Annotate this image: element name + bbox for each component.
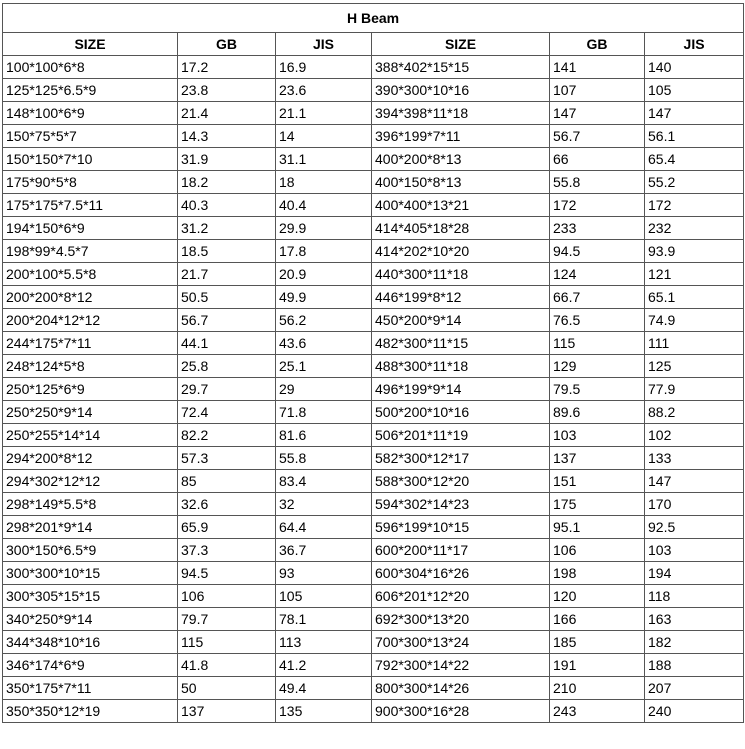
cell-gb: 82.2 — [178, 424, 276, 447]
cell-gb-2: 185 — [550, 631, 645, 654]
cell-jis-2: 182 — [645, 631, 744, 654]
cell-jis-2: 240 — [645, 700, 744, 723]
cell-gb-2: 191 — [550, 654, 645, 677]
cell-size: 200*200*8*12 — [3, 286, 178, 309]
table-row — [3, 240, 744, 263]
table-row — [3, 401, 744, 424]
cell-jis-2: 133 — [645, 447, 744, 470]
cell-jis: 93 — [276, 562, 372, 585]
cell-gb: 85 — [178, 470, 276, 493]
cell-jis-2: 172 — [645, 194, 744, 217]
cell-size-2: 440*300*11*18 — [372, 263, 550, 286]
cell-size: 200*100*5.5*8 — [3, 263, 178, 286]
cell-jis-2: 140 — [645, 56, 744, 79]
cell-gb: 50 — [178, 677, 276, 700]
cell-gb-2: 124 — [550, 263, 645, 286]
table-row — [3, 171, 744, 194]
cell-jis-2: 103 — [645, 539, 744, 562]
cell-size: 198*99*4.5*7 — [3, 240, 178, 263]
cell-jis: 41.2 — [276, 654, 372, 677]
cell-gb-2: 107 — [550, 79, 645, 102]
header-gb: GB — [178, 33, 276, 56]
cell-size: 175*90*5*8 — [3, 171, 178, 194]
cell-gb-2: 115 — [550, 332, 645, 355]
cell-jis: 135 — [276, 700, 372, 723]
table-row — [3, 355, 744, 378]
cell-jis-2: 88.2 — [645, 401, 744, 424]
header-jis: JIS — [276, 33, 372, 56]
cell-jis: 55.8 — [276, 447, 372, 470]
table-row — [3, 700, 744, 723]
cell-jis: 23.6 — [276, 79, 372, 102]
cell-jis: 20.9 — [276, 263, 372, 286]
cell-jis-2: 147 — [645, 470, 744, 493]
cell-jis: 113 — [276, 631, 372, 654]
cell-gb: 106 — [178, 585, 276, 608]
cell-gb: 18.2 — [178, 171, 276, 194]
cell-size-2: 692*300*13*20 — [372, 608, 550, 631]
cell-jis: 31.1 — [276, 148, 372, 171]
cell-size: 298*201*9*14 — [3, 516, 178, 539]
cell-gb: 65.9 — [178, 516, 276, 539]
cell-size: 200*204*12*12 — [3, 309, 178, 332]
table-row — [3, 56, 744, 79]
cell-jis: 64.4 — [276, 516, 372, 539]
cell-size: 250*125*6*9 — [3, 378, 178, 401]
cell-size-2: 792*300*14*22 — [372, 654, 550, 677]
table-row — [3, 217, 744, 240]
cell-size: 250*255*14*14 — [3, 424, 178, 447]
cell-gb: 32.6 — [178, 493, 276, 516]
cell-size-2: 396*199*7*11 — [372, 125, 550, 148]
cell-size-2: 596*199*10*15 — [372, 516, 550, 539]
cell-gb-2: 151 — [550, 470, 645, 493]
table-row — [3, 148, 744, 171]
cell-jis: 17.8 — [276, 240, 372, 263]
cell-size-2: 600*200*11*17 — [372, 539, 550, 562]
cell-jis-2: 188 — [645, 654, 744, 677]
cell-jis-2: 77.9 — [645, 378, 744, 401]
cell-jis-2: 194 — [645, 562, 744, 585]
cell-jis-2: 121 — [645, 263, 744, 286]
cell-gb-2: 141 — [550, 56, 645, 79]
cell-gb: 56.7 — [178, 309, 276, 332]
cell-gb: 17.2 — [178, 56, 276, 79]
cell-size: 248*124*5*8 — [3, 355, 178, 378]
cell-jis: 29 — [276, 378, 372, 401]
cell-jis: 49.4 — [276, 677, 372, 700]
cell-jis: 43.6 — [276, 332, 372, 355]
table-row — [3, 194, 744, 217]
table-row — [3, 516, 744, 539]
cell-jis-2: 163 — [645, 608, 744, 631]
cell-size-2: 482*300*11*15 — [372, 332, 550, 355]
cell-size-2: 446*199*8*12 — [372, 286, 550, 309]
cell-jis-2: 74.9 — [645, 309, 744, 332]
cell-jis-2: 65.1 — [645, 286, 744, 309]
cell-size-2: 488*300*11*18 — [372, 355, 550, 378]
cell-gb: 37.3 — [178, 539, 276, 562]
cell-size-2: 900*300*16*28 — [372, 700, 550, 723]
cell-jis: 21.1 — [276, 102, 372, 125]
cell-jis-2: 65.4 — [645, 148, 744, 171]
cell-gb: 21.4 — [178, 102, 276, 125]
cell-gb-2: 137 — [550, 447, 645, 470]
table-row — [3, 332, 744, 355]
cell-size: 150*150*7*10 — [3, 148, 178, 171]
cell-jis-2: 207 — [645, 677, 744, 700]
cell-gb-2: 120 — [550, 585, 645, 608]
cell-size-2: 594*302*14*23 — [372, 493, 550, 516]
cell-gb-2: 129 — [550, 355, 645, 378]
cell-gb-2: 166 — [550, 608, 645, 631]
cell-gb-2: 95.1 — [550, 516, 645, 539]
cell-size-2: 394*398*11*18 — [372, 102, 550, 125]
cell-jis-2: 147 — [645, 102, 744, 125]
cell-size: 350*175*7*11 — [3, 677, 178, 700]
cell-gb-2: 175 — [550, 493, 645, 516]
cell-jis: 83.4 — [276, 470, 372, 493]
cell-gb-2: 147 — [550, 102, 645, 125]
cell-size-2: 400*200*8*13 — [372, 148, 550, 171]
cell-jis: 32 — [276, 493, 372, 516]
cell-gb: 94.5 — [178, 562, 276, 585]
cell-jis-2: 105 — [645, 79, 744, 102]
table-title: H Beam — [3, 4, 744, 33]
cell-jis: 29.9 — [276, 217, 372, 240]
cell-jis: 78.1 — [276, 608, 372, 631]
cell-size: 344*348*10*16 — [3, 631, 178, 654]
cell-size-2: 606*201*12*20 — [372, 585, 550, 608]
table-body — [3, 56, 744, 723]
cell-jis-2: 125 — [645, 355, 744, 378]
cell-gb-2: 56.7 — [550, 125, 645, 148]
cell-gb: 72.4 — [178, 401, 276, 424]
cell-gb: 50.5 — [178, 286, 276, 309]
cell-gb-2: 106 — [550, 539, 645, 562]
cell-gb-2: 94.5 — [550, 240, 645, 263]
cell-size: 300*150*6.5*9 — [3, 539, 178, 562]
cell-size: 350*350*12*19 — [3, 700, 178, 723]
cell-size-2: 400*150*8*13 — [372, 171, 550, 194]
cell-gb-2: 55.8 — [550, 171, 645, 194]
cell-size: 100*100*6*8 — [3, 56, 178, 79]
cell-jis: 56.2 — [276, 309, 372, 332]
cell-size: 150*75*5*7 — [3, 125, 178, 148]
cell-size: 125*125*6.5*9 — [3, 79, 178, 102]
cell-jis-2: 55.2 — [645, 171, 744, 194]
cell-size-2: 588*300*12*20 — [372, 470, 550, 493]
table-row — [3, 608, 744, 631]
title-row — [3, 4, 744, 33]
cell-jis: 18 — [276, 171, 372, 194]
cell-gb-2: 89.6 — [550, 401, 645, 424]
cell-gb: 23.8 — [178, 79, 276, 102]
header-gb-2: GB — [550, 33, 645, 56]
table-row — [3, 286, 744, 309]
cell-gb: 44.1 — [178, 332, 276, 355]
cell-size-2: 800*300*14*26 — [372, 677, 550, 700]
cell-gb-2: 103 — [550, 424, 645, 447]
table-row — [3, 562, 744, 585]
cell-jis-2: 102 — [645, 424, 744, 447]
table-row — [3, 677, 744, 700]
cell-jis: 40.4 — [276, 194, 372, 217]
cell-size: 294*200*8*12 — [3, 447, 178, 470]
table-row — [3, 585, 744, 608]
cell-jis: 16.9 — [276, 56, 372, 79]
cell-gb-2: 66 — [550, 148, 645, 171]
header-jis-2: JIS — [645, 33, 744, 56]
cell-size: 148*100*6*9 — [3, 102, 178, 125]
cell-size-2: 414*405*18*28 — [372, 217, 550, 240]
cell-jis: 36.7 — [276, 539, 372, 562]
cell-gb: 40.3 — [178, 194, 276, 217]
cell-jis-2: 111 — [645, 332, 744, 355]
table-row — [3, 424, 744, 447]
cell-jis: 14 — [276, 125, 372, 148]
cell-size: 300*300*10*15 — [3, 562, 178, 585]
cell-size: 175*175*7.5*11 — [3, 194, 178, 217]
cell-size-2: 582*300*12*17 — [372, 447, 550, 470]
table-row — [3, 309, 744, 332]
cell-jis-2: 56.1 — [645, 125, 744, 148]
table-row — [3, 470, 744, 493]
cell-jis-2: 93.9 — [645, 240, 744, 263]
cell-size: 294*302*12*12 — [3, 470, 178, 493]
cell-size-2: 400*400*13*21 — [372, 194, 550, 217]
table-row — [3, 631, 744, 654]
cell-gb: 31.9 — [178, 148, 276, 171]
cell-size: 340*250*9*14 — [3, 608, 178, 631]
table-row — [3, 79, 744, 102]
cell-jis: 71.8 — [276, 401, 372, 424]
cell-size-2: 414*202*10*20 — [372, 240, 550, 263]
cell-size-2: 700*300*13*24 — [372, 631, 550, 654]
table-row — [3, 125, 744, 148]
cell-size-2: 388*402*15*15 — [372, 56, 550, 79]
cell-size-2: 600*304*16*26 — [372, 562, 550, 585]
cell-size-2: 496*199*9*14 — [372, 378, 550, 401]
cell-jis: 25.1 — [276, 355, 372, 378]
cell-size-2: 390*300*10*16 — [372, 79, 550, 102]
header-size-2: SIZE — [372, 33, 550, 56]
cell-size-2: 450*200*9*14 — [372, 309, 550, 332]
cell-size: 250*250*9*14 — [3, 401, 178, 424]
cell-size-2: 500*200*10*16 — [372, 401, 550, 424]
table-row — [3, 263, 744, 286]
cell-gb-2: 243 — [550, 700, 645, 723]
cell-gb: 25.8 — [178, 355, 276, 378]
cell-size: 300*305*15*15 — [3, 585, 178, 608]
cell-jis-2: 170 — [645, 493, 744, 516]
cell-gb: 137 — [178, 700, 276, 723]
cell-gb-2: 76.5 — [550, 309, 645, 332]
cell-gb: 41.8 — [178, 654, 276, 677]
cell-jis-2: 118 — [645, 585, 744, 608]
cell-gb: 18.5 — [178, 240, 276, 263]
table-row — [3, 539, 744, 562]
table-row — [3, 447, 744, 470]
cell-jis: 105 — [276, 585, 372, 608]
cell-gb: 79.7 — [178, 608, 276, 631]
cell-gb-2: 66.7 — [550, 286, 645, 309]
cell-gb-2: 198 — [550, 562, 645, 585]
cell-size: 298*149*5.5*8 — [3, 493, 178, 516]
cell-size-2: 506*201*11*19 — [372, 424, 550, 447]
cell-gb-2: 79.5 — [550, 378, 645, 401]
table-row — [3, 378, 744, 401]
cell-gb: 57.3 — [178, 447, 276, 470]
header-row — [3, 33, 744, 56]
cell-gb: 14.3 — [178, 125, 276, 148]
cell-jis-2: 232 — [645, 217, 744, 240]
table-row — [3, 102, 744, 125]
cell-gb-2: 210 — [550, 677, 645, 700]
cell-size: 194*150*6*9 — [3, 217, 178, 240]
cell-gb: 31.2 — [178, 217, 276, 240]
table-row — [3, 493, 744, 516]
cell-size: 244*175*7*11 — [3, 332, 178, 355]
cell-jis: 81.6 — [276, 424, 372, 447]
h-beam-table — [2, 3, 744, 723]
cell-gb-2: 233 — [550, 217, 645, 240]
cell-size: 346*174*6*9 — [3, 654, 178, 677]
cell-gb: 21.7 — [178, 263, 276, 286]
cell-gb: 29.7 — [178, 378, 276, 401]
table-row — [3, 654, 744, 677]
cell-gb: 115 — [178, 631, 276, 654]
header-size: SIZE — [3, 33, 178, 56]
cell-jis-2: 92.5 — [645, 516, 744, 539]
cell-jis: 49.9 — [276, 286, 372, 309]
cell-gb-2: 172 — [550, 194, 645, 217]
